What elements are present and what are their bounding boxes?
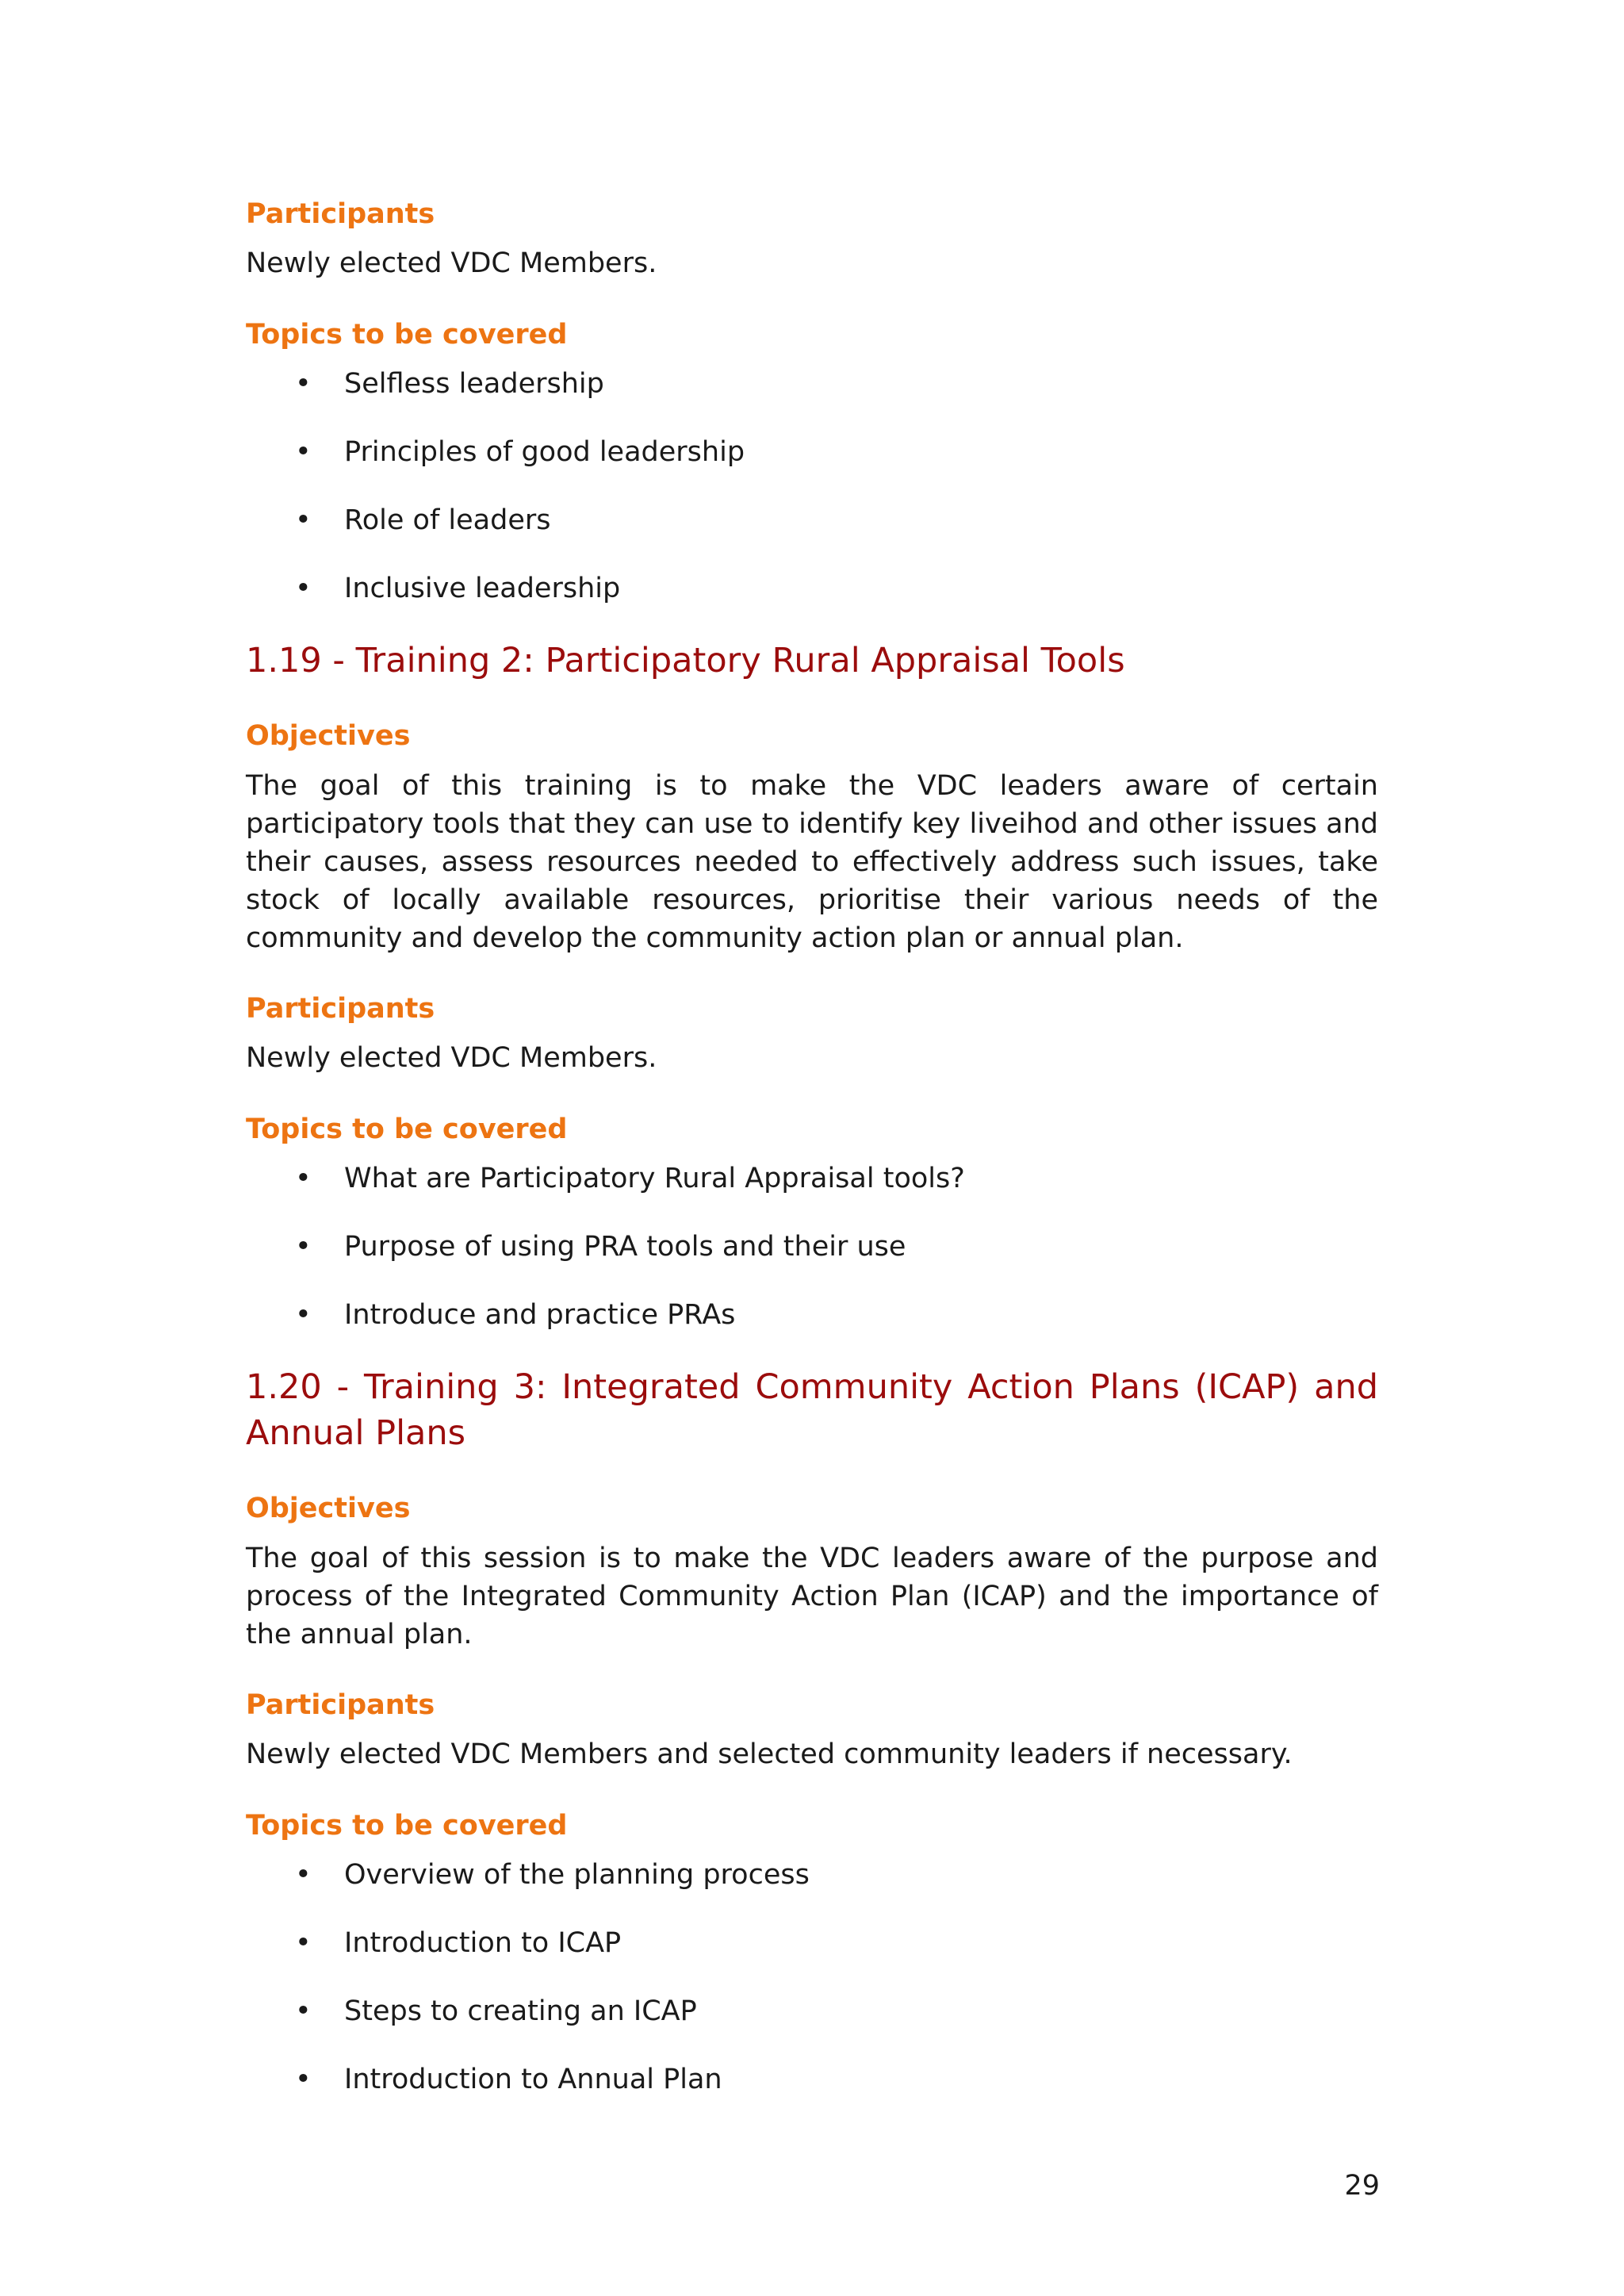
list-item-text: Principles of good leadership — [344, 436, 745, 468]
section-heading-1-20: 1.20 - Training 3: Integrated Community Action Plans (ICAP) and Annual Plans — [246, 1367, 1378, 1453]
list-item-text: Purpose of using PRA tools and their use — [344, 1231, 906, 1263]
list-item-text: Steps to creating an ICAP — [344, 1995, 697, 2027]
bullet-icon: • — [295, 573, 312, 604]
bullet-icon: • — [295, 1163, 312, 1194]
topics-heading: Topics to be covered — [246, 1114, 568, 1145]
bullet-icon: • — [295, 2064, 312, 2095]
objectives-text: The goal of this session is to make the VDC leaders aware of the purpose and process of the Integrated Community Action Plan (ICAP) and the importance of the annual plan. — [246, 1543, 1378, 1650]
participants-heading: Participants — [246, 198, 435, 230]
topics-heading: Topics to be covered — [246, 319, 568, 351]
list-item-text: Selfless leadership — [344, 368, 604, 400]
list-item-text: Overview of the planning process — [344, 1859, 810, 1891]
bullet-icon: • — [295, 1927, 312, 1959]
topics-heading: Topics to be covered — [246, 1810, 568, 1842]
participants-heading: Participants — [246, 993, 435, 1025]
participants-text: Newly elected VDC Members. — [246, 1042, 657, 1074]
participants-text: Newly elected VDC Members and selected community leaders if necessary. — [246, 1738, 1293, 1770]
bullet-icon: • — [295, 1231, 312, 1263]
bullet-icon: • — [295, 1995, 312, 2027]
objectives-heading: Objectives — [246, 720, 411, 752]
bullet-icon: • — [295, 1859, 312, 1891]
participants-heading: Participants — [246, 1689, 435, 1721]
list-item-text: Introduction to Annual Plan — [344, 2064, 722, 2095]
bullet-icon: • — [295, 1299, 312, 1331]
objectives-text: The goal of this training is to make the VDC leaders aware of certain participatory tools that they can use to identify key liveihod and other issues and their causes, assess resources needed to effectively address such issues, take stock of locally available resources, prioritise their various needs of the community and develop the community action plan or annual plan. — [246, 770, 1378, 954]
bullet-icon: • — [295, 436, 312, 468]
bullet-icon: • — [295, 504, 312, 536]
list-item-text: Introduction to ICAP — [344, 1927, 622, 1959]
list-item-text: What are Participatory Rural Appraisal tools? — [344, 1163, 965, 1194]
bullet-icon: • — [295, 368, 312, 400]
list-item-text: Inclusive leadership — [344, 573, 621, 604]
page-number: 29 — [1344, 2170, 1380, 2202]
section-heading-1-19: 1.19 - Training 2: Participatory Rural Appraisal Tools — [246, 641, 1125, 680]
list-item-text: Introduce and practice PRAs — [344, 1299, 736, 1331]
participants-text: Newly elected VDC Members. — [246, 247, 657, 279]
objectives-heading: Objectives — [246, 1493, 411, 1524]
list-item-text: Role of leaders — [344, 504, 551, 536]
